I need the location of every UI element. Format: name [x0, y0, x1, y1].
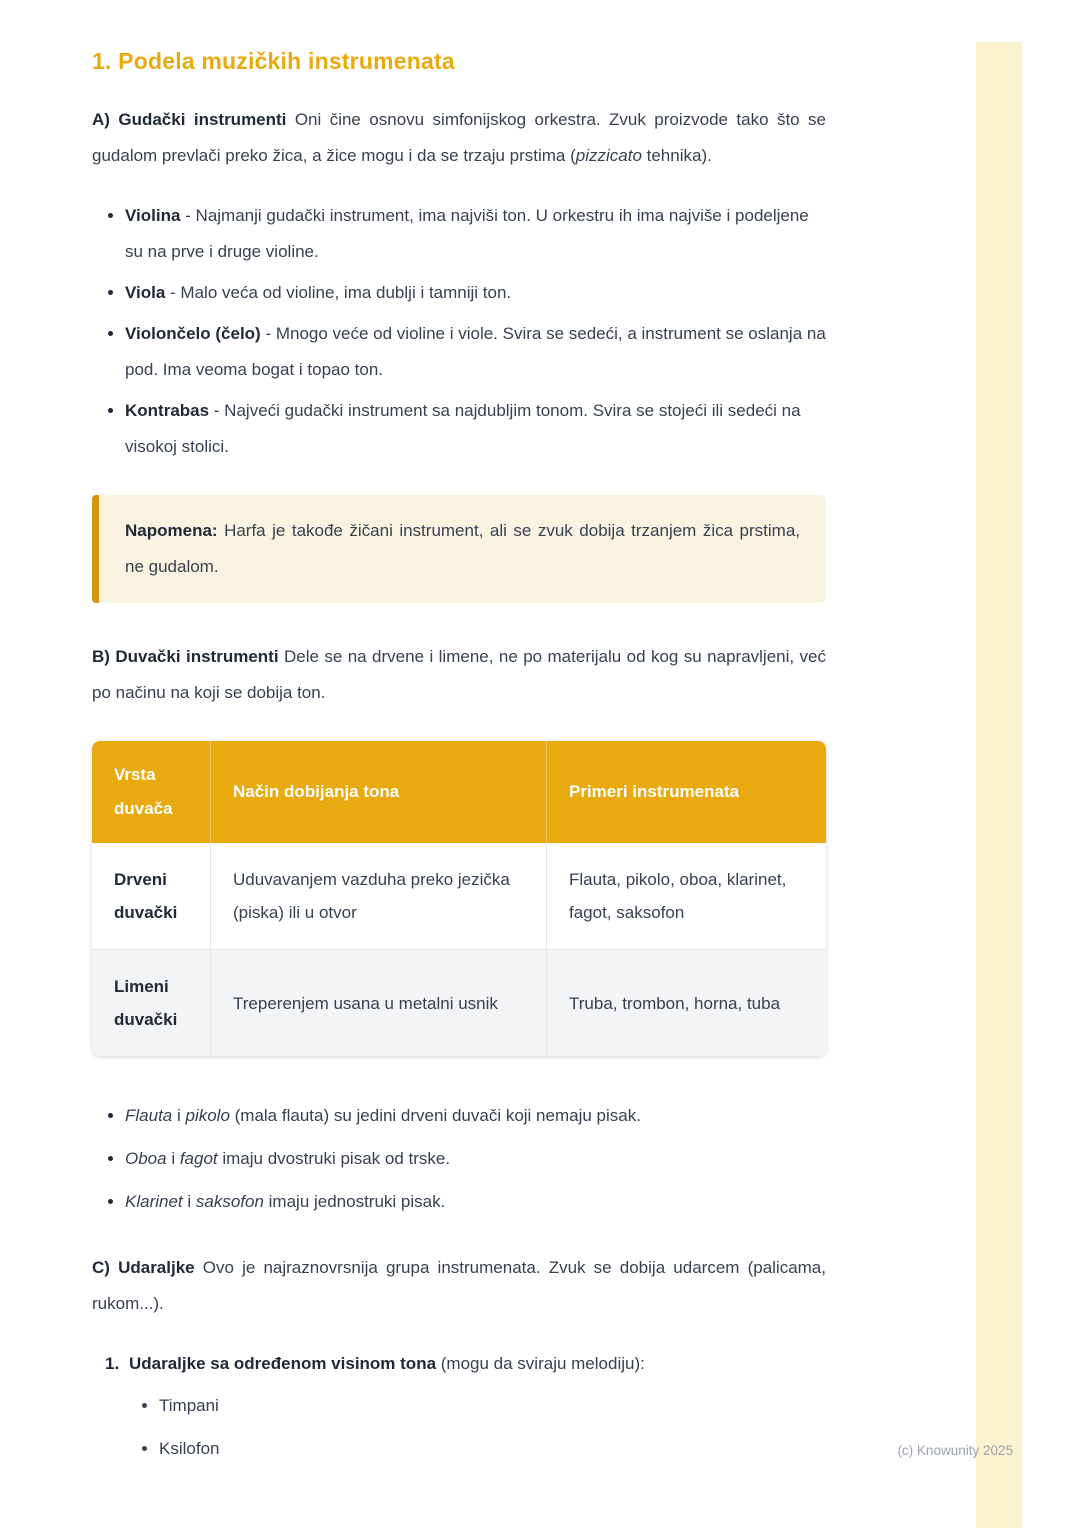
note-label: Napomena:: [125, 521, 218, 540]
section-a-italic-term: pizzicato: [575, 146, 642, 165]
table-cell-examples: Flauta, pikolo, oboa, klarinet, fagot, saksofon: [546, 843, 826, 949]
section-b-paragraph: [92, 639, 826, 711]
list-number: 1.: [105, 1354, 120, 1373]
table-row-brass: [92, 949, 826, 1056]
percussion-subheading-rest: (mogu da sviraju melodiju):: [436, 1354, 645, 1373]
instrument-description: - Malo veća od violine, ima dublji i tamniji ton.: [165, 283, 512, 302]
table-header-type: Vrsta duvača: [92, 741, 210, 843]
note-rest: imaju jednostruki pisak.: [263, 1192, 446, 1211]
section-c-text: Ovo je najraznovrsnija grupa instrumenata. Zvuk se dobija udarcem (palicama, rukom...).: [92, 1258, 826, 1313]
instrument-description: - Najveći gudački instrument sa najdubljim tonom. Svira se stojeći ili sedeći na visokoj stolici.: [125, 401, 801, 456]
list-item: [125, 1141, 826, 1177]
list-item-kontrabas: [125, 393, 826, 465]
instrument-description: - Mnogo veće od violine i viole. Svira se sedeći, a instrument se oslanja na pod. Ima veoma bogat i topao ton.: [125, 324, 826, 379]
instrument-italic: Flauta: [125, 1106, 173, 1125]
percussion-numbered-item: [105, 1346, 826, 1474]
watermark: (c) Knowunity 2025: [897, 1443, 1013, 1458]
table-header-row: [92, 741, 826, 843]
section-a-text: Oni čine osnovu simfonijskog orkestra. Zvuk proizvode tako što se gudalom prevlači preko žica, a žice mogu i da se trzaju prstima (: [92, 110, 827, 165]
note-box: [92, 495, 826, 603]
section-b-heading: B) Duvački instrumenti: [92, 647, 279, 666]
note-rest: imaju dvostruki pisak od trske.: [217, 1149, 451, 1168]
note-text: Harfa je takođe žičani instrument, ali se zvuk dobija trzanjem žica prstima, ne gudalom.: [125, 521, 800, 576]
instrument-italic: Klarinet: [125, 1192, 183, 1211]
table-cell-method: Treperenjem usana u metalni usnik: [210, 949, 546, 1056]
table-cell-type: Limeni duvački: [92, 949, 210, 1056]
instrument-italic: saksofon: [195, 1192, 264, 1211]
instrument-italic: pikolo: [185, 1106, 230, 1125]
table-cell-type: Drveni duvački: [92, 843, 210, 949]
instrument-description: - Najmanji gudački instrument, ima najviši ton. U orkestru ih ima najviše i podeljene su na prve i druge violine.: [125, 206, 809, 261]
wind-instruments-table: [92, 741, 826, 1056]
numbered-item-body: [129, 1346, 826, 1474]
list-item: [125, 1098, 826, 1134]
table-row-wood: [92, 843, 826, 949]
instrument-name: Viola: [125, 283, 166, 302]
pitched-percussion-list: [129, 1388, 826, 1467]
section-a-heading: A) Gudački instrumenti: [92, 110, 287, 129]
note-connector: i: [182, 1192, 196, 1211]
list-item-violina: [125, 198, 826, 270]
note-rest: (mala flauta) su jedini drveni duvači koji nemaju pisak.: [229, 1106, 641, 1125]
list-item: [125, 1184, 826, 1220]
instrument-italic: Oboa: [125, 1149, 167, 1168]
instrument-name: Violončelo (čelo): [125, 324, 261, 343]
section-b-text: Dele se na drvene i limene, ne po materijalu od kog su napravljeni, već po načinu na koji se dobija ton.: [92, 647, 826, 702]
note-connector: i: [172, 1106, 186, 1125]
section-a-text-end: tehnika).: [641, 146, 712, 165]
string-instruments-list: [92, 198, 826, 465]
section-c-paragraph: [92, 1250, 826, 1322]
instrument-name: Kontrabas: [125, 401, 210, 420]
section-c-heading: C) Udaraljke: [92, 1258, 195, 1277]
wind-notes-list: [92, 1098, 826, 1220]
section-a-paragraph: [92, 102, 826, 174]
right-margin-stripe: [976, 42, 1022, 1528]
list-item-ksilofon: • Ksilofon: [159, 1431, 826, 1467]
instrument-name: Violina: [125, 206, 181, 225]
note-paragraph: [125, 513, 800, 585]
document-content: [92, 46, 826, 1474]
page-title: 1. Podela muzičkih instrumenata: [92, 48, 455, 74]
instrument-italic: fagot: [179, 1149, 218, 1168]
table-header-examples: Primeri instrumenata: [546, 741, 826, 843]
list-item-viola: [125, 275, 826, 311]
percussion-subheading: Udaraljke sa određenom visinom tona: [129, 1354, 437, 1373]
list-item-violoncelo: [125, 316, 826, 388]
table-header-method: Način dobijanja tona: [210, 741, 546, 843]
table-cell-method: Uduvavanjem vazduha preko jezička (piska) ili u otvor: [210, 843, 546, 949]
list-item-timpani: • Timpani: [159, 1388, 826, 1424]
note-connector: i: [166, 1149, 180, 1168]
table-cell-examples: Truba, trombon, horna, tuba: [546, 949, 826, 1056]
